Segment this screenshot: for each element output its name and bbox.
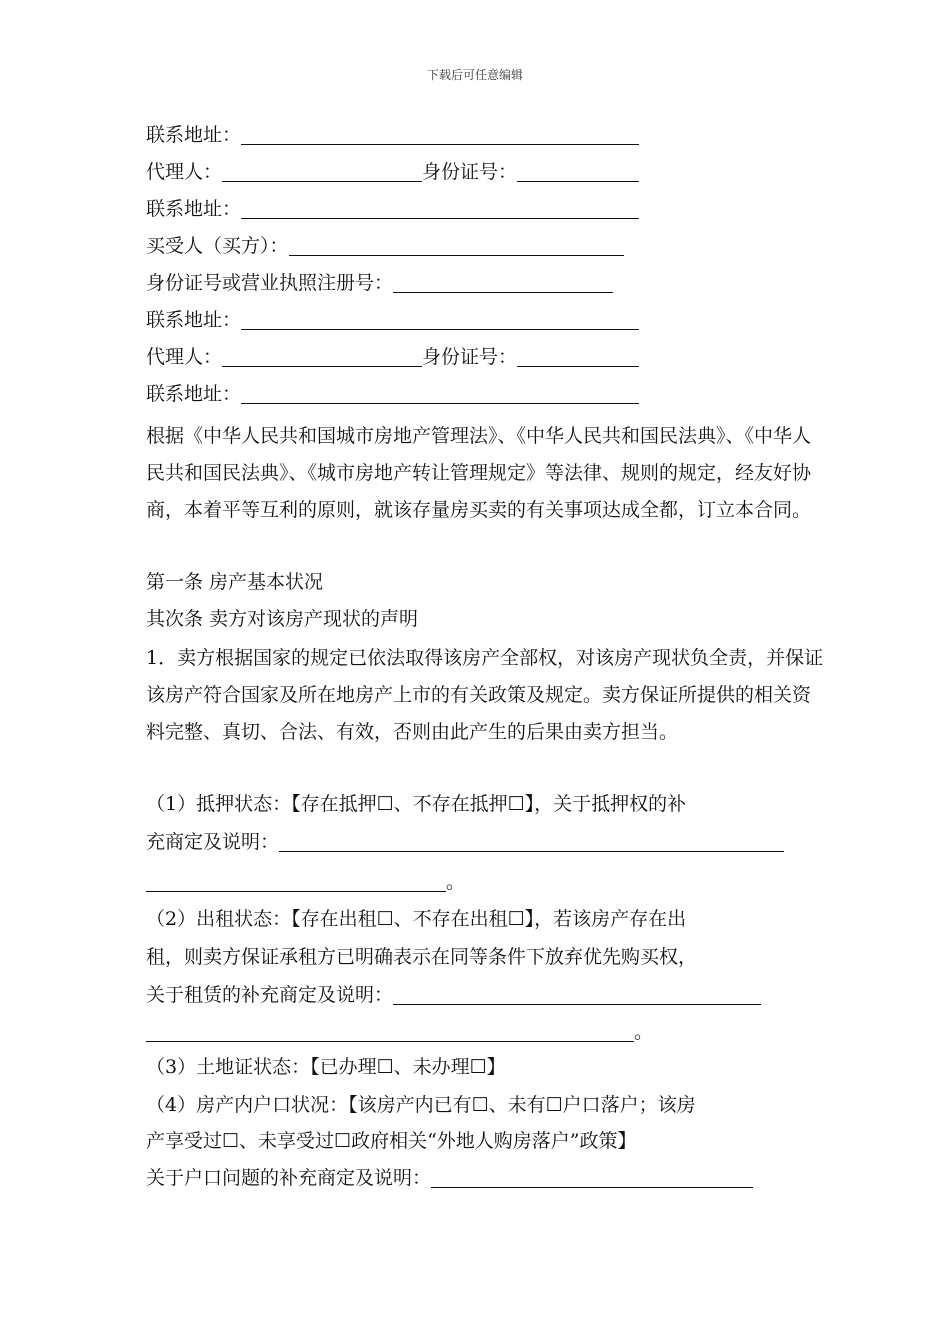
buyer-agent-contact-field[interactable] xyxy=(241,383,639,404)
article-2-heading: 其次条 卖方对该房产现状的声明 xyxy=(146,608,419,630)
page-header-note: 下载后可任意编辑 xyxy=(426,68,523,82)
seller-agent-id-field[interactable] xyxy=(517,161,639,182)
seller-contact-row xyxy=(146,122,639,148)
item-1-paragraph: 1．卖方根据国家的规定已依法取得该房产全部权，对该房产现状负全责，并保证该房产符合国家及所在地房产上市的有关政策及规定。卖方保证所提供的相关资料完整、真切、合法、有效，否则由此产生的后果由卖方担当。 xyxy=(146,647,824,743)
mortgage-status-line: （1）抵押状态：【存在抵押☐、不存在抵押☐】，关于抵押权的补 xyxy=(146,793,687,815)
land-cert-status-line: （3）土地证状态：【已办理☐、未办理☐】 xyxy=(146,1056,506,1078)
household-status-line-2: 产享受过☐、未享受过☐政府相关“外地人购房落户”政策】 xyxy=(146,1130,637,1152)
seller-agent-row xyxy=(146,159,639,185)
household-status-line-1: （4）房产内户口状况：【该房产内已有☐、未有☐户口落户；该房 xyxy=(146,1094,696,1116)
rental-note-row-2 xyxy=(146,1019,653,1045)
article-1-heading: 第一条 房产基本状况 xyxy=(146,571,324,593)
seller-agent-contact-label: 联系地址： xyxy=(146,198,242,220)
buyer-id-field[interactable] xyxy=(393,272,613,293)
seller-agent-label: 代理人： xyxy=(146,161,223,183)
seller-agent-id-label: 身份证号： xyxy=(422,161,518,183)
mortgage-note-field-2[interactable] xyxy=(146,871,446,892)
buyer-agent-id-label: 身份证号： xyxy=(422,346,518,368)
buyer-contact-row xyxy=(146,307,639,333)
buyer-id-label: 身份证号或营业执照注册号： xyxy=(146,272,394,294)
buyer-contact-label: 联系地址： xyxy=(146,309,242,331)
rental-note-end: 。 xyxy=(634,1021,654,1043)
buyer-contact-field[interactable] xyxy=(241,309,639,330)
household-note-field[interactable] xyxy=(431,1167,753,1188)
mortgage-note-end: 。 xyxy=(446,871,466,893)
rental-note-field-2[interactable] xyxy=(146,1021,634,1042)
mortgage-note-row-2 xyxy=(146,869,465,895)
buyer-row xyxy=(146,233,624,259)
rental-note-field[interactable] xyxy=(393,984,761,1005)
buyer-name-field[interactable] xyxy=(289,235,624,256)
seller-contact-label: 联系地址： xyxy=(146,124,242,146)
rental-note-label: 关于租赁的补充商定及说明： xyxy=(146,984,394,1006)
household-note-row xyxy=(146,1165,753,1191)
buyer-agent-id-field[interactable] xyxy=(517,346,639,367)
buyer-label: 买受人（买方）： xyxy=(146,235,289,257)
mortgage-note-field[interactable] xyxy=(279,831,784,852)
mortgage-note-label: 充商定及说明： xyxy=(146,831,280,853)
rental-status-line: （2）出租状态：【存在出租☐、不存在出租☐】，若该房产存在出 xyxy=(146,908,687,930)
household-note-label: 关于户口问题的补充商定及说明： xyxy=(146,1167,432,1189)
seller-agent-contact-row xyxy=(146,196,639,222)
buyer-agent-contact-label: 联系地址： xyxy=(146,383,242,405)
mortgage-note-row xyxy=(146,829,784,855)
buyer-agent-label: 代理人： xyxy=(146,346,223,368)
rental-condition-line: 租，则卖方保证承租方已明确表示在同等条件下放弃优先购买权， xyxy=(146,946,698,968)
buyer-id-row xyxy=(146,270,613,296)
seller-contact-field[interactable] xyxy=(241,124,639,145)
buyer-agent-field[interactable] xyxy=(222,346,422,367)
rental-note-row xyxy=(146,982,761,1008)
seller-agent-contact-field[interactable] xyxy=(241,198,639,219)
buyer-agent-row xyxy=(146,344,639,370)
intro-paragraph: 根据《中华人民共和国城市房地产管理法》、《中华人民共和国民法典》、《中华人民共和国民法典》、《城市房地产转让管理规定》等法律、规则的规定，经友好协商，本着平等互利的原则，就该存量房买卖的有关事项达成全都，订立本合同。 xyxy=(146,425,812,521)
buyer-agent-contact-row xyxy=(146,381,639,407)
seller-agent-field[interactable] xyxy=(222,161,422,182)
